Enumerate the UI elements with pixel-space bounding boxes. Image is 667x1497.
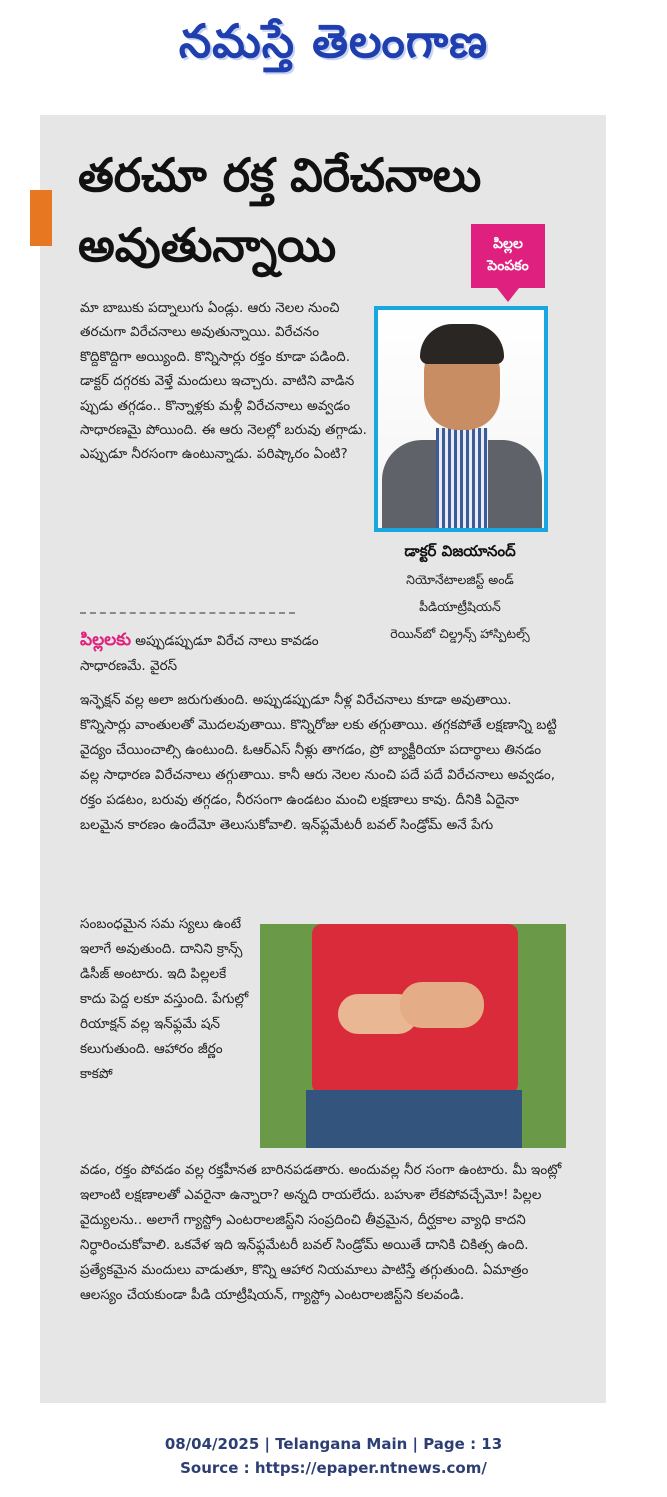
answer-intro-text: అప్పుడప్పుడూ విరేచ నాలు కావడం సాధారణమే. వైరస్ [80,633,319,674]
page-footer [0,1432,667,1480]
footer-edition: 08/04/2025 | Telangana Main | Page : 13 [164,1435,503,1453]
headline-line-1: తరచూ రక్త విరేచనాలు [78,148,482,202]
footer-source: Source : https://epaper.ntnews.com/ [180,1459,487,1477]
badge-line-1: పిల్లల [493,236,523,252]
headline-line-2: అవుతున్నాయి [78,218,337,272]
column-badge [471,224,545,288]
section-marker [30,190,52,246]
author-photo [374,306,548,532]
answer-lead-word: పిల్లలకు [80,630,131,650]
author-role-3: రెయిన్‌బో చిల్డ్రన్స్ హాస్పిటల్స్ [390,626,530,641]
answer-intro [80,628,348,679]
masthead-title: నమస్తే తెలంగాణ [178,14,489,68]
answer-body: ఇన్ఫెక్షన్ వల్ల అలా జరుగుతుంది. అప్పుడప్పుడూ నీళ్ల విరేచనాలు కూడా అవుతాయి. కొన్నిసార్లు వాంతులతో మొదలవుతాయి. కొన్నిరోజు లకు తగ్గుతాయి. తగ్గకపోతే లక్షణాన్ని బట్టి వైద్యం చేయించాల్సి ఉంటుంది. ఓఆర్ఎస్ నీళ్లు తాగడం, ప్రో బ్యాక్టీరియా పదార్థాలు తినడం వల్ల సాధారణ విరేచనాలు తగ్గుతాయి. కానీ ఆరు నెలల నుంచి పదే పదే విరేచనాలు అవ్వడం, రక్తం పడటం, బరువు తగ్గడం, నీరసంగా ఉండటం మంచి లక్షణాలు కావు. దీనికి ఏదైనా బలమైన కారణం ఉందేమో తెలుసుకోవాలి. ఇన్‌ఫ్లమేటరీ బవల్ సిండ్రోమ్ అనే పేగు [80,692,557,833]
section-divider [80,612,295,614]
author-name: డాక్టర్ విజయానంద్ [404,542,516,560]
author-role-2: పీడియాట్రీషియన్ [419,599,501,614]
answer-wrap-text: సంబంధమైన సమ స్యలు ఉంటే ఇలాగే అవుతుంది. దానిని క్రాన్స్ డిసీజ్ అంటారు. ఇది పిల్లలకే కాదు పెద్ద లకూ వస్తుంది. పేగుల్లో రియాక్షన్ వల్ల ఇన్‌ఫ్లమే షన్ కలుగుతుంది. ఆహారం జీర్ణం కాకపో [80,916,249,1082]
reader-question: మా బాబుకు పద్నాలుగు ఏండ్లు. ఆరు నెలల నుంచి తరచుగా విరేచనాలు అవుతున్నాయి. విరేచనం కొద్దికొద్దిగా అయ్యింది. కొన్నిసార్లు రక్తం కూడా పడింది. డాక్టర్ దగ్గరకు వెళ్తే మందులు ఇచ్చారు. వాటిని వాడిన ప్పుడు తగ్గడం.. కొన్నాళ్లకు మళ్లీ విరేచనాలు అవ్వడం సాధారణమై పోయింది. ఈ ఆరు నెలల్లో బరువు తగ్గాడు. ఎప్పుడూ నీరసంగా ఉంటున్నాడు. పరిష్కారం ఏంటి? [80,300,367,463]
child-photo [260,924,566,1148]
author-byline [352,536,568,647]
answer-conclusion: వడం, రక్తం పోవడం వల్ల రక్తహీనత బారినపడతారు. అందువల్ల నీర సంగా ఉంటారు. మీ ఇంట్లో ఇలాంటి లక్షణాలతో ఎవరైనా ఉన్నారా? అన్నది రాయలేదు. బహుశా లేకపోవచ్చేమో! పిల్లల వైద్యులను.. అలాగే గ్యాస్ట్రో ఎంటరాలజిస్ట్‌ని సంప్రదించి తీవ్రమైన, దీర్ఘకాల వ్యాధి కాదని నిర్ధారించుకోవాలి. ఒకవేళ ఇది ఇన్‌ఫ్లమేటరీ బవల్ సిండ్రోమ్ అయితే దానికి చికిత్స ఉంది. ప్రత్యేకమైన మందులు వాడుతూ, కొన్ని ఆహార నియమాలు పాటిస్తే తగ్గుతుంది. ఏమాత్రం ఆలస్యం చేయకుండా పీడి యాట్రీషియన్, గ్యాస్ట్రో ఎంటరాలజిస్ట్‌ని కలవండి. [80,1162,562,1303]
badge-line-2: పెంపకం [487,258,529,274]
author-role-1: నియోనేటాలజిస్ట్ అండ్ [406,572,514,587]
